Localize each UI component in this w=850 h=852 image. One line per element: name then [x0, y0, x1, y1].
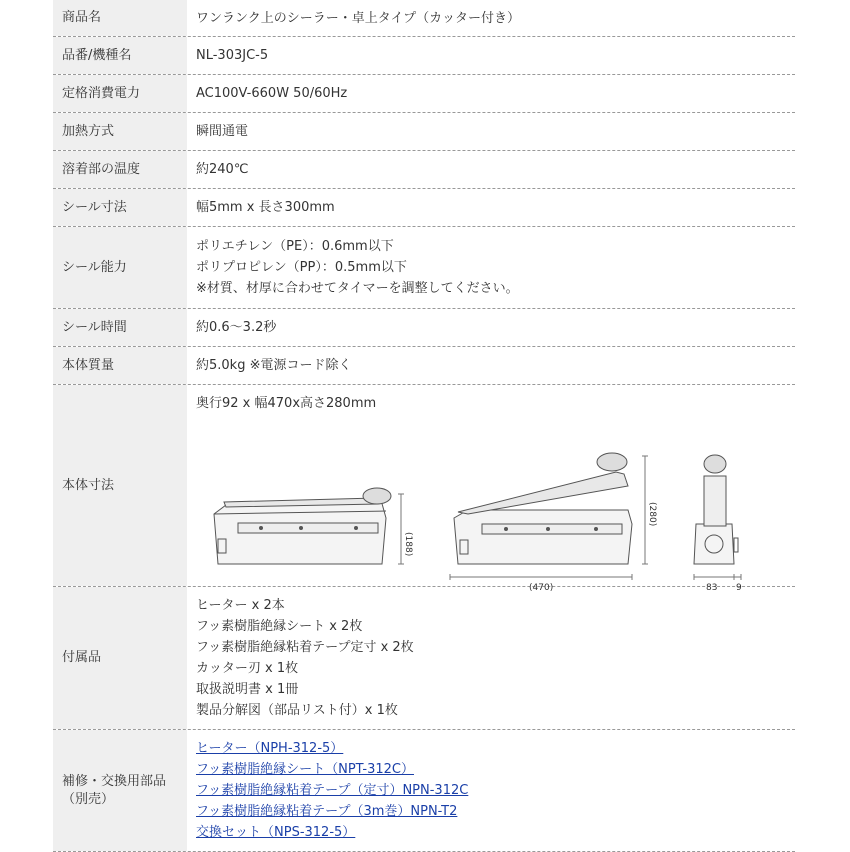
row-product-name — [53, 0, 795, 37]
row-label: シール寸法 — [53, 189, 187, 226]
accessory-item: 取扱説明書 x 1冊 — [196, 682, 299, 697]
closed-sealer-drawing — [214, 488, 404, 564]
row-label: シール能力 — [53, 227, 187, 308]
value-line: ポリプロピレン（PP）：0.5mm以下 — [196, 260, 407, 275]
value-line: NL-303JC-5 — [196, 48, 269, 63]
sealer-drawing — [196, 414, 796, 593]
row-value — [187, 309, 795, 346]
part-link-heater[interactable]: ヒーター（NPH-312-5） — [196, 741, 344, 756]
row-seal-size — [53, 189, 795, 227]
row-model-number — [53, 37, 795, 75]
dimensions-text: 奥行92 x 幅470x高さ280mm — [196, 396, 377, 411]
row-value — [187, 587, 795, 729]
row-label: 本体寸法 — [53, 385, 187, 586]
value-line: AC100V-660W 50/60Hz — [196, 86, 348, 101]
dim-depth: 83 — [706, 583, 718, 593]
end-view-drawing — [694, 455, 741, 580]
row-label — [53, 730, 187, 851]
row-label: 付属品 — [53, 587, 187, 729]
part-link-tape-roll[interactable]: フッ素樹脂絶縁粘着テープ（3m巻）NPN-T2 — [196, 804, 458, 819]
row-value — [187, 189, 795, 226]
row-label: 品番/機種名 — [53, 37, 187, 74]
value-line: 約240℃ — [196, 162, 249, 177]
row-seal-capacity — [53, 227, 795, 309]
row-label: 溶着部の温度 — [53, 151, 187, 188]
part-link-insulation-sheet[interactable]: フッ素樹脂絶縁シート（NPT-312C） — [196, 762, 414, 777]
row-label: 商品名 — [53, 0, 187, 36]
value-line: ※材質、材厚に合わせてタイマーを調整してください。 — [196, 281, 519, 296]
parts-label-line2: （別売） — [62, 791, 115, 807]
row-temperature — [53, 151, 795, 189]
row-value — [187, 227, 795, 308]
value-line: 瞬間通電 — [196, 124, 249, 139]
row-value — [187, 385, 795, 593]
value-line: 幅5mm x 長さ300mm — [196, 200, 335, 215]
row-value — [187, 151, 795, 188]
dim-width: (470) — [529, 583, 554, 593]
value-line: 約5.0kg ※電源コード除く — [196, 358, 352, 373]
row-value — [187, 347, 795, 384]
row-label: 本体質量 — [53, 347, 187, 384]
dim-side: 9 — [736, 583, 742, 593]
value-line: ポリエチレン（PE）：0.6mm以下 — [196, 239, 394, 254]
row-seal-time — [53, 309, 795, 347]
parts-label-line1: 補修・交換用部品 — [62, 773, 167, 789]
row-accessories — [53, 587, 795, 730]
row-value — [187, 730, 795, 851]
accessory-item: ヒーター x 2本 — [196, 598, 285, 613]
accessory-item: 製品分解図（部品リスト付）x 1枚 — [196, 703, 398, 718]
row-replacement-parts — [53, 730, 795, 852]
row-value — [187, 0, 795, 36]
accessory-item: カッター刃 x 1枚 — [196, 661, 299, 676]
open-sealer-drawing — [450, 453, 648, 580]
row-value — [187, 37, 795, 74]
row-value — [187, 75, 795, 112]
row-value — [187, 113, 795, 150]
part-link-replacement-set[interactable]: 交換セット（NPS-312-5） — [196, 825, 356, 840]
spec-table — [53, 0, 795, 852]
dim-height-open: (280) — [647, 502, 657, 527]
row-dimensions — [53, 385, 795, 593]
row-power — [53, 75, 795, 113]
value-line: 約0.6～3.2秒 — [196, 320, 277, 335]
row-heating-method — [53, 113, 795, 151]
row-weight — [53, 347, 795, 385]
part-link-tape-cut[interactable]: フッ素樹脂絶縁粘着テープ（定寸）NPN-312C — [196, 783, 469, 798]
dimension-diagram — [196, 414, 795, 593]
row-label: 定格消費電力 — [53, 75, 187, 112]
accessory-item: フッ素樹脂絶縁粘着テープ定寸 x 2枚 — [196, 640, 414, 655]
dim-height-closed: (188) — [403, 532, 413, 557]
row-label: シール時間 — [53, 309, 187, 346]
value-line: ワンランク上のシーラー・卓上タイプ（カッター付き） — [196, 10, 520, 26]
accessory-item: フッ素樹脂絶縁シート x 2枚 — [196, 619, 363, 634]
row-label: 加熱方式 — [53, 113, 187, 150]
